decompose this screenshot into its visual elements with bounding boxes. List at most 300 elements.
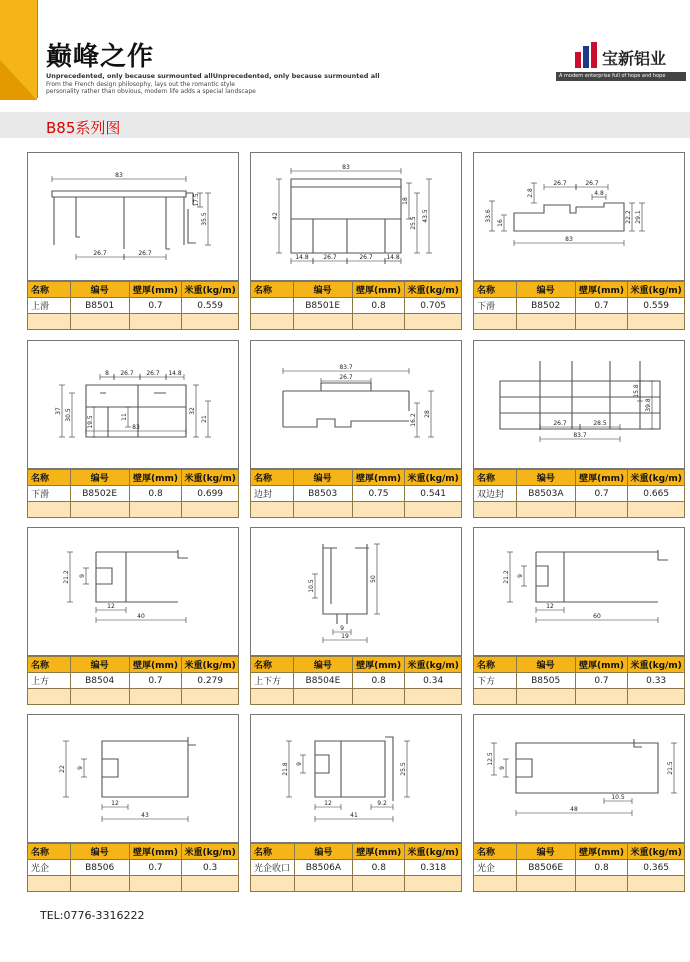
dimension-label: 83 (342, 164, 350, 171)
dimension-label: 18 (402, 197, 409, 205)
blank-cell (28, 314, 71, 330)
blank-cell (516, 502, 575, 518)
product-name: 光企收口 (251, 860, 295, 876)
blank-cell (251, 314, 294, 330)
dimension-label: 21.8 (282, 762, 289, 776)
product-weight: 0.699 (182, 486, 239, 502)
profile-outline (102, 737, 196, 797)
spec-blank-row (28, 502, 239, 518)
product-code: B8501 (70, 298, 129, 314)
tagline-line-1: From the French design philosophy, lays out the romantic style (46, 81, 235, 88)
product-thickness: 0.8 (353, 860, 405, 876)
dimension-label: 9 (340, 625, 344, 632)
dimension-label: 9 (79, 574, 86, 578)
profile-outline (291, 179, 401, 253)
header-weight: 米重(kg/m) (628, 657, 685, 673)
product-thickness: 0.8 (352, 298, 405, 314)
dimension-label: 83.7 (573, 432, 587, 439)
header-name: 名称 (28, 282, 71, 298)
profile-outline (315, 737, 393, 801)
blank-cell (353, 876, 405, 892)
product-thickness: 0.8 (352, 673, 404, 689)
product-code: B8504 (70, 673, 129, 689)
profile-drawing (251, 341, 459, 466)
product-thickness: 0.75 (352, 486, 405, 502)
dimension-label: 17.5 (193, 193, 200, 207)
spec-table (473, 469, 685, 518)
footer-tel: TEL:0776-3316222 (40, 909, 145, 922)
dimension-label: 26.7 (120, 370, 134, 377)
profile-outline (52, 191, 196, 249)
dimension-label: 12.5 (487, 752, 494, 766)
dimension-label: 26.7 (553, 420, 567, 427)
dimension-label: 25.5 (400, 762, 407, 776)
spec-value-row (28, 860, 239, 876)
tagline-bold: Unprecedented, only because surmounted allUnprecedented, only because surmounted all (46, 72, 380, 80)
dimension-label: 15.8 (633, 384, 640, 398)
blank-cell (575, 502, 627, 518)
header-divider (37, 0, 38, 98)
blank-cell (129, 314, 182, 330)
product-code: B8503A (516, 486, 575, 502)
header-thickness: 壁厚(mm) (353, 844, 405, 860)
profile-drawing (28, 528, 236, 653)
blank-cell (405, 314, 462, 330)
dimension-label: 21.2 (63, 570, 70, 584)
dimension-label: 12 (111, 800, 119, 807)
product-weight: 0.318 (405, 860, 462, 876)
dimension-label: 26.7 (323, 254, 337, 261)
header-name: 名称 (474, 470, 517, 486)
blank-cell (251, 689, 294, 705)
dimension-label: 43.5 (422, 209, 429, 223)
spec-blank-row (28, 314, 239, 330)
spec-blank-row (474, 876, 685, 892)
product-card (473, 714, 684, 893)
header-weight: 米重(kg/m) (182, 657, 239, 673)
spec-value-row (474, 486, 685, 502)
dimension-label: 37 (55, 407, 62, 415)
header-name: 名称 (474, 657, 517, 673)
profile-outline (516, 739, 658, 793)
profile-drawing (251, 528, 459, 653)
product-name: 下方 (474, 673, 517, 689)
product-name: 边封 (251, 486, 294, 502)
blank-cell (182, 502, 239, 518)
spec-header-row (28, 282, 239, 298)
dimension-label: 8 (105, 370, 109, 377)
product-card (250, 527, 461, 706)
profile-drawing (28, 153, 236, 278)
blank-cell (474, 689, 517, 705)
dimension-label: 4.8 (594, 190, 604, 197)
product-name: 上滑 (28, 298, 71, 314)
profile-drawing (474, 528, 682, 653)
blank-cell (405, 689, 462, 705)
blank-cell (352, 502, 405, 518)
brand-logo (575, 40, 685, 72)
product-weight: 0.34 (405, 673, 462, 689)
blank-cell (28, 689, 71, 705)
blank-cell (70, 689, 129, 705)
blank-cell (628, 502, 685, 518)
blank-cell (182, 876, 239, 892)
product-card (250, 152, 461, 331)
blank-cell (28, 876, 71, 892)
spec-value-row (28, 486, 239, 502)
spec-table (27, 843, 239, 892)
dimension-label: 12 (107, 603, 115, 610)
page-title: 巅峰之作 (46, 42, 155, 72)
spec-header-row (251, 844, 462, 860)
spec-value-row (28, 673, 239, 689)
spec-blank-row (251, 876, 462, 892)
profile-outline (536, 550, 668, 602)
spec-value-row (474, 673, 685, 689)
blank-cell (70, 314, 129, 330)
blank-cell (129, 502, 182, 518)
spec-header-row (474, 844, 685, 860)
product-thickness: 0.7 (129, 860, 182, 876)
spec-blank-row (474, 314, 685, 330)
spec-header-row (474, 282, 685, 298)
header-name: 名称 (251, 282, 294, 298)
spec-header-row (251, 282, 462, 298)
tagline-line-2: personality rather than obvious, modern life adds a special landscape (46, 88, 256, 95)
product-weight: 0.365 (628, 860, 685, 876)
blank-cell (628, 314, 685, 330)
dimension-label: 50 (370, 575, 377, 583)
product-weight: 0.559 (628, 298, 685, 314)
product-card (473, 340, 684, 519)
header-name: 名称 (474, 282, 517, 298)
product-thickness: 0.7 (575, 298, 628, 314)
spec-blank-row (251, 314, 462, 330)
spec-header-row (28, 844, 239, 860)
spec-value-row (474, 298, 685, 314)
spec-header-row (251, 657, 462, 673)
dimension-label: 30.5 (65, 408, 72, 422)
spec-blank-row (251, 502, 462, 518)
dimension-label: 26.7 (339, 374, 353, 381)
dimension-label: 19 (341, 633, 349, 640)
product-name (251, 298, 294, 314)
spec-value-row (28, 298, 239, 314)
header-weight: 米重(kg/m) (405, 470, 462, 486)
brand-name: 宝新铝业 (602, 49, 667, 68)
blank-cell (293, 689, 352, 705)
header-code: 编号 (516, 844, 575, 860)
blank-cell (28, 502, 71, 518)
dimension-label: 16 (497, 219, 504, 227)
dimension-label: 48 (570, 806, 578, 813)
dimension-label: 9 (296, 762, 303, 766)
spec-value-row (251, 673, 462, 689)
blank-cell (293, 502, 352, 518)
product-thickness: 0.7 (575, 486, 627, 502)
dimension-label: 9 (77, 766, 84, 770)
header-name: 名称 (251, 470, 294, 486)
section-title: B85系列图 (46, 119, 121, 137)
product-card (27, 340, 238, 519)
header-thickness: 壁厚(mm) (352, 657, 404, 673)
blank-cell (70, 502, 129, 518)
header-thickness: 壁厚(mm) (352, 470, 405, 486)
header-thickness: 壁厚(mm) (129, 282, 182, 298)
product-card (27, 152, 238, 331)
dimension-label: 22.2 (625, 210, 632, 224)
spec-value-row (474, 860, 685, 876)
profile-drawing (251, 715, 459, 840)
blank-cell (628, 689, 685, 705)
dimension-label: 60 (593, 613, 601, 620)
dimension-label: 40 (137, 613, 145, 620)
header-code: 编号 (516, 657, 575, 673)
spec-table (473, 656, 685, 705)
dimension-label: 12 (546, 603, 554, 610)
profile-outline (96, 550, 188, 602)
product-code: B8506 (70, 860, 129, 876)
header-weight: 米重(kg/m) (405, 657, 462, 673)
blank-cell (405, 502, 462, 518)
product-weight: 0.665 (628, 486, 685, 502)
blank-cell (129, 689, 182, 705)
profile-drawing (474, 715, 682, 840)
header-code: 编号 (293, 282, 352, 298)
header-code: 编号 (70, 470, 129, 486)
product-name: 下滑 (474, 298, 517, 314)
spec-value-row (251, 486, 462, 502)
tagline-body (46, 81, 256, 95)
blank-cell (70, 876, 129, 892)
spec-header-row (28, 470, 239, 486)
blank-cell (474, 502, 517, 518)
product-weight: 0.705 (405, 298, 462, 314)
product-weight: 0.541 (405, 486, 462, 502)
dimension-label: 26.7 (146, 370, 160, 377)
product-card (27, 527, 238, 706)
dimension-label: 9 (517, 574, 524, 578)
dimension-label: 14.8 (168, 370, 182, 377)
header-code: 编号 (293, 470, 352, 486)
header-weight: 米重(kg/m) (405, 844, 462, 860)
header-code: 编号 (516, 470, 575, 486)
header-name: 名称 (251, 657, 294, 673)
product-weight: 0.279 (182, 673, 239, 689)
product-thickness: 0.7 (129, 298, 182, 314)
header-weight: 米重(kg/m) (182, 470, 239, 486)
profile-outline (514, 203, 624, 231)
header-thickness: 壁厚(mm) (575, 844, 628, 860)
blank-cell (516, 876, 575, 892)
dimension-label: 83 (565, 236, 573, 243)
spec-table (473, 281, 685, 330)
dimension-label: 35.5 (201, 212, 208, 226)
product-card (473, 152, 684, 331)
dimension-label: 9 (499, 766, 506, 770)
blank-cell (352, 314, 405, 330)
corner-fold (0, 60, 37, 100)
product-card (27, 714, 238, 893)
spec-table (27, 281, 239, 330)
dimension-label: 19.5 (87, 415, 94, 429)
dimension-label: 42 (272, 212, 279, 220)
blank-cell (474, 314, 517, 330)
dimension-label: 26.7 (585, 180, 599, 187)
dimension-label: 21 (201, 415, 208, 423)
header-thickness: 壁厚(mm) (352, 282, 405, 298)
spec-table (250, 281, 462, 330)
spec-header-row (251, 470, 462, 486)
dimension-label: 21.2 (503, 570, 510, 584)
header-name: 名称 (251, 844, 295, 860)
product-code: B8502 (516, 298, 575, 314)
header-thickness: 壁厚(mm) (129, 657, 182, 673)
product-code: B8504E (293, 673, 352, 689)
product-weight: 0.33 (628, 673, 685, 689)
product-code: B8506E (516, 860, 575, 876)
header-name: 名称 (28, 657, 71, 673)
product-code: B8502E (70, 486, 129, 502)
header-thickness: 壁厚(mm) (129, 844, 182, 860)
blank-cell (182, 689, 239, 705)
product-card (250, 714, 461, 893)
spec-blank-row (28, 876, 239, 892)
header-name: 名称 (474, 844, 517, 860)
header-weight: 米重(kg/m) (405, 282, 462, 298)
dimension-label: 10.5 (308, 579, 315, 593)
profile-outline (283, 383, 409, 427)
header-weight: 米重(kg/m) (628, 844, 685, 860)
header-weight: 米重(kg/m) (182, 282, 239, 298)
dimension-label: 11 (121, 413, 128, 421)
dimension-label: 26.7 (553, 180, 567, 187)
header-name: 名称 (28, 844, 71, 860)
header-code: 编号 (516, 282, 575, 298)
logo-icon (575, 42, 597, 68)
dimension-label: 29.1 (635, 210, 642, 224)
blank-cell (575, 876, 628, 892)
product-name: 下滑 (28, 486, 71, 502)
product-name: 双边封 (474, 486, 517, 502)
spec-header-row (474, 470, 685, 486)
product-code: B8506A (294, 860, 353, 876)
header-code: 编号 (70, 657, 129, 673)
profile-drawing (474, 153, 682, 278)
profile-outline (323, 544, 369, 624)
spec-table (250, 843, 462, 892)
spec-table (27, 656, 239, 705)
dimension-label: 26.7 (138, 250, 152, 257)
header-thickness: 壁厚(mm) (575, 470, 627, 486)
product-card (473, 527, 684, 706)
spec-blank-row (474, 689, 685, 705)
dimension-label: 26.7 (93, 250, 107, 257)
blank-cell (251, 876, 295, 892)
spec-table (473, 843, 685, 892)
header-code: 编号 (70, 844, 129, 860)
product-name: 上方 (28, 673, 71, 689)
blank-cell (516, 689, 575, 705)
product-name: 光企 (474, 860, 517, 876)
dimension-label: 26.7 (359, 254, 373, 261)
header-code: 编号 (294, 844, 353, 860)
spec-blank-row (251, 689, 462, 705)
dimension-label: 22 (59, 765, 66, 773)
profile-drawing (28, 341, 236, 466)
product-thickness: 0.7 (575, 673, 628, 689)
blank-cell (575, 314, 628, 330)
header-code: 编号 (70, 282, 129, 298)
product-thickness: 0.8 (129, 486, 182, 502)
header-weight: 米重(kg/m) (628, 470, 685, 486)
product-thickness: 0.8 (575, 860, 628, 876)
blank-cell (516, 314, 575, 330)
blank-cell (352, 689, 404, 705)
header-name: 名称 (28, 470, 71, 486)
spec-header-row (474, 657, 685, 673)
dimension-label: 83 (132, 424, 140, 431)
product-weight: 0.3 (182, 860, 239, 876)
product-name: 上下方 (251, 673, 294, 689)
dimension-label: 32 (189, 407, 196, 415)
dimension-label: 43 (141, 812, 149, 819)
brand-slogan: A modern enterprise full of hope and hope (556, 72, 686, 81)
header-thickness: 壁厚(mm) (129, 470, 182, 486)
spec-header-row (28, 657, 239, 673)
product-weight: 0.559 (182, 298, 239, 314)
dimension-label: 14.8 (295, 254, 309, 261)
dimension-label: 2.8 (527, 188, 534, 198)
blank-cell (575, 689, 628, 705)
profile-drawing (474, 341, 682, 466)
dimension-label: 21.5 (667, 761, 674, 775)
dimension-label: 28.5 (593, 420, 607, 427)
dimension-label: 33.6 (485, 209, 492, 223)
dimension-label: 14.8 (386, 254, 400, 261)
header-thickness: 壁厚(mm) (575, 657, 628, 673)
dimension-label: 39.8 (645, 398, 652, 412)
header-code: 编号 (293, 657, 352, 673)
spec-table (250, 656, 462, 705)
spec-table (250, 469, 462, 518)
spec-value-row (251, 298, 462, 314)
product-name: 光企 (28, 860, 71, 876)
blank-cell (405, 876, 462, 892)
product-code: B8505 (516, 673, 575, 689)
dimension-label: 16.2 (410, 413, 417, 427)
dimension-label: 10.5 (611, 794, 625, 801)
dimension-label: 28 (424, 410, 431, 418)
blank-cell (182, 314, 239, 330)
profile-drawing (251, 153, 459, 278)
header-weight: 米重(kg/m) (182, 844, 239, 860)
dimension-label: 83 (115, 172, 123, 179)
spec-blank-row (28, 689, 239, 705)
header-weight: 米重(kg/m) (628, 282, 685, 298)
spec-value-row (251, 860, 462, 876)
spec-blank-row (474, 502, 685, 518)
blank-cell (628, 876, 685, 892)
product-code: B8503 (293, 486, 352, 502)
blank-cell (474, 876, 517, 892)
dimension-label: 25.5 (410, 216, 417, 230)
blank-cell (129, 876, 182, 892)
blank-cell (293, 314, 352, 330)
blank-cell (294, 876, 353, 892)
product-code: B8501E (293, 298, 352, 314)
product-thickness: 0.7 (129, 673, 182, 689)
